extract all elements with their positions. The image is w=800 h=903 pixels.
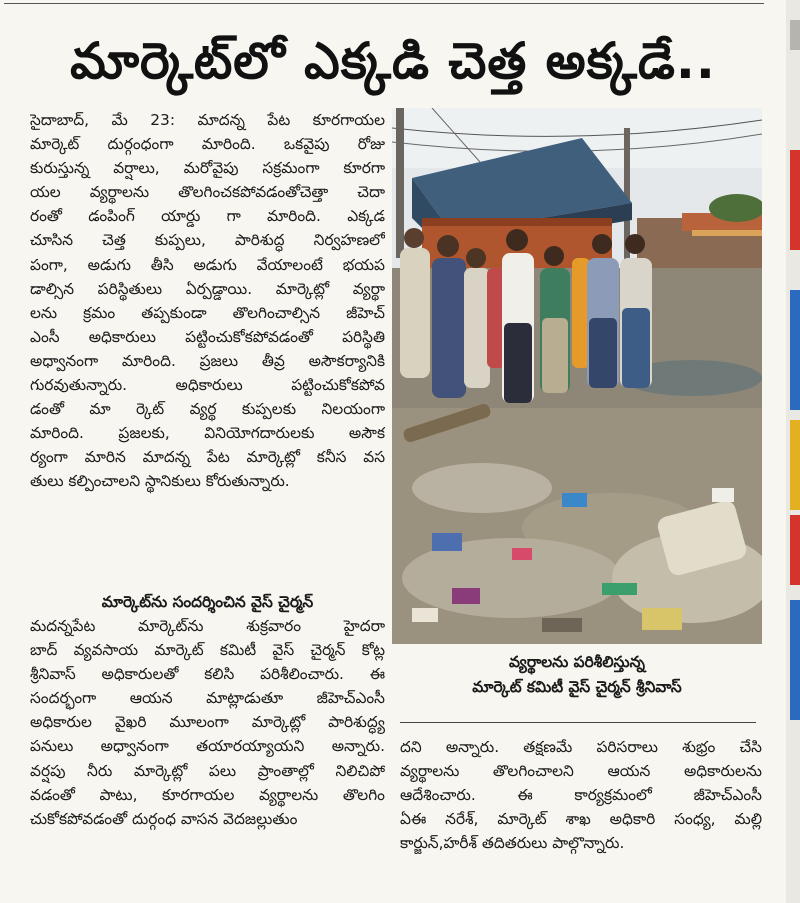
article-line: మదన్నపేట మార్కెట్‌ను శుక్రవారం హైదరా (30, 617, 385, 635)
article-line: వర్షపు నీరు మార్కెట్లో పలు ప్రాంతాల్లో నిలిచిపో (30, 761, 385, 780)
article-line: కురుస్తున్న వర్షాలు, మరోవైపు సక్రమంగా కూరగా (30, 159, 385, 178)
article-line: సందర్భంగా ఆయన మాట్లాడుతూ జీహెచ్ఎంసీ (30, 689, 385, 708)
market-inspection-photo (392, 108, 762, 644)
article-line: మారింది. ప్రజలకు, వినియోగదారులకు అసౌక (30, 424, 385, 443)
article-subheading: మార్కెట్‌ను సందర్శించిన వైస్ చైర్మన్ (101, 593, 314, 611)
article-line: కార్జున్,హరీశ్ తదితరులు పాల్గొన్నారు. (400, 834, 625, 853)
article-line: వ్యర్థాలను తొలగించాలని ఆయన అధికారులను (400, 762, 762, 781)
article-line: డంతో మా ర్కెట్ వ్యర్థ కుప్పలకు నిలయంగా (30, 400, 385, 419)
article-line: దని అన్నారు. తక్షణమే పరిసరాలు శుభ్రం చేసి (400, 738, 762, 756)
news-photo (392, 108, 762, 644)
article-second-section (30, 614, 385, 831)
article-line: ఎంసీ అధికారులు పట్టించుకోకపోవడంతో పరిస్థితి (30, 327, 385, 346)
article-line: బాద్ వ్యవసాయ మార్కెట్ కమిటీ వైస్ చైర్మన్ కోట్ల (30, 641, 385, 660)
article-line: డాల్సిన పరిస్థితులు ఏర్పడ్డాయి. మార్కెట్లో వ్యర్థా (30, 279, 385, 298)
photo-caption (392, 650, 762, 700)
article-line: పంగా, అడుగు తీసి అడుగు వేయాలంటే భయప (30, 255, 385, 274)
article-line: గురవుతున్నారు. అధికారులు పట్టించుకోకపోవ (30, 376, 385, 395)
article-lead-column (30, 108, 385, 494)
caption-rule (400, 722, 756, 723)
article-line: అధ్వానంగా మారింది. ప్రజలు తీవ్ర అసౌకర్యానికి (30, 351, 385, 370)
article-line: తులు కల్పించాలని స్థానికులు కోరుతున్నారు. (30, 472, 290, 491)
article-line: ఆదేశించారు. ఈ కార్యక్రమంలో జీహెచ్ఎంసీ (400, 786, 762, 805)
article-line: చుకోకపోవడంతో దుర్గంధ వాసన వెదజల్లుతుం (30, 809, 298, 828)
article-line: వడంతో పాటు, కూరగాయల వ్యర్థాలను తొలగిం (30, 785, 385, 804)
article-line: అధికారుల వైఖరి మూలంగా మార్కెట్లో పారిశుద్ధ్య (30, 713, 385, 732)
article-line: ర్యంగా మారిన మాదన్న పేట మార్కెట్లో కనీస వస (30, 448, 385, 467)
caption-line: మార్కెట్ కమిటీ వైస్ చైర్మన్ శ్రీనివాస్ (472, 678, 682, 696)
article-line: ఏఈ నరేశ్, మార్కెట్ శాఖ అధికారి సంధ్య, మల్లి (400, 810, 762, 829)
adjacent-page-strip (786, 0, 800, 903)
article-line: చూసిన చెత్త కుప్పలు, పారిశుద్ధ నిర్వహణలో (30, 231, 385, 250)
article-line: యల వ్యర్థాలను తొలగించకపోవడంతోచెత్తా చెదా (30, 183, 385, 202)
article-line: పనులు అధ్వానంగా తయారయ్యాయని అన్నారు. (30, 737, 385, 756)
top-rule (4, 3, 764, 4)
article-line: రంతో డంపింగ్ యార్డు గా మారింది. ఎక్కడ (30, 207, 385, 226)
headline: మార్కెట్‌లో ఎక్కడి చెత్త అక్కడే.. (70, 32, 716, 90)
article-continued-column (400, 735, 762, 855)
article-line: సైదాబాద్, మే 23: మాదన్న పేట కూరగాయల (30, 111, 385, 129)
article-line: మార్కెట్ దుర్గంధంగా మారింది. ఒకవైపు రోజు (30, 135, 385, 154)
article-line: శ్రీనివాస్ అధికారులతో కలిసి పరిశీలించారు. ఈ (30, 665, 385, 684)
caption-line: వ్యర్థాలను పరిశీలిస్తున్న (509, 653, 645, 671)
article-line: లను క్రమం తప్పకుండా తొలగించాల్సిన జీహెచ్ (30, 303, 385, 322)
